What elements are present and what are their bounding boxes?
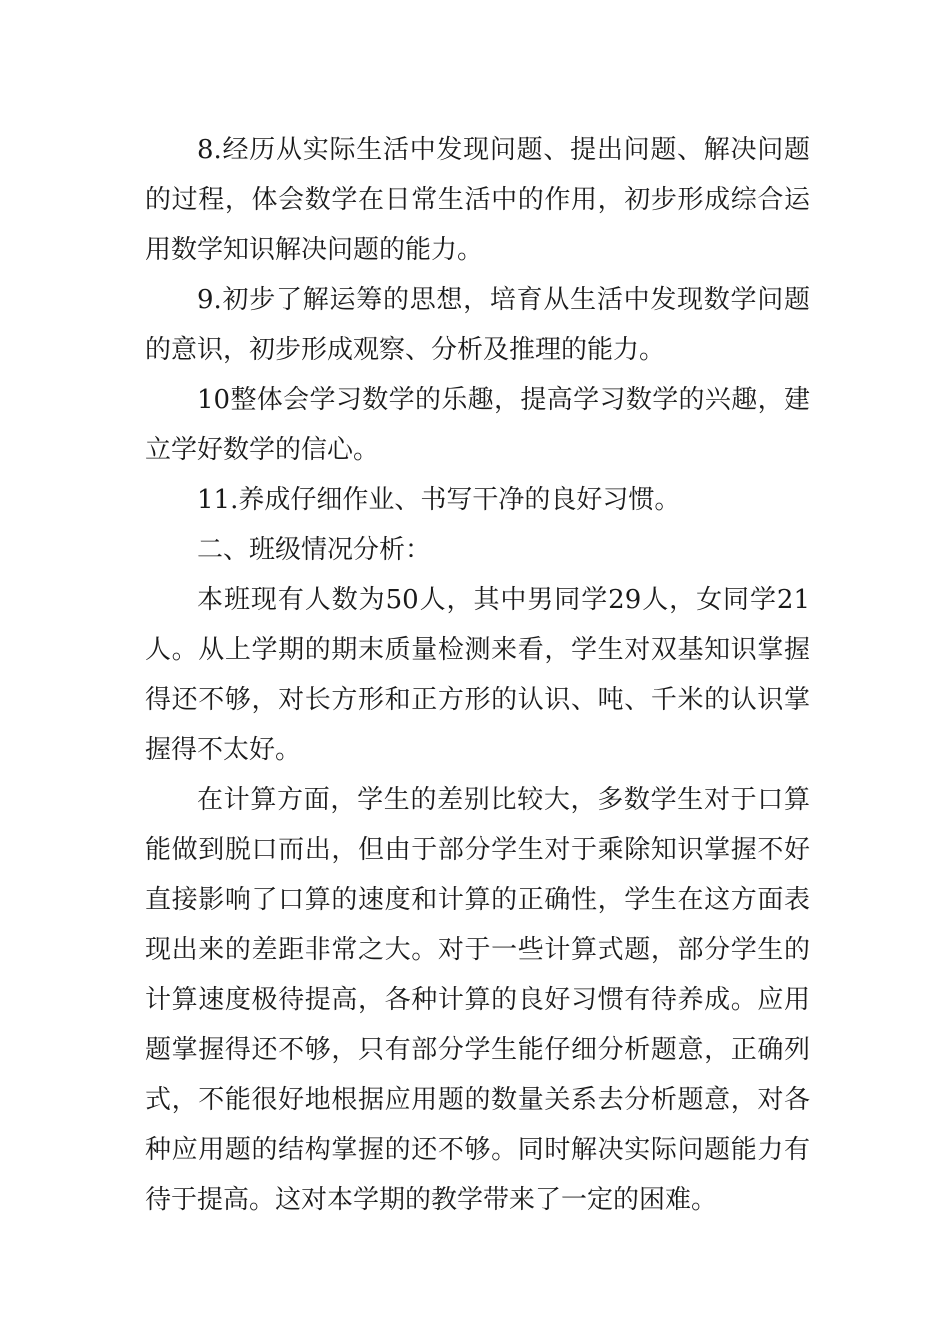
text-line: 能做到脱口而出，但由于部分学生对于乘除知识掌握不好 xyxy=(145,835,810,865)
text-line: 得还不够，对长方形和正方形的认识、吨、千米的认识掌 xyxy=(145,685,810,715)
text-line: 握得不太好。 xyxy=(145,735,302,765)
text-line: 直接影响了口算的速度和计算的正确性，学生在这方面表 xyxy=(145,885,810,915)
section-heading: 二、班级情况分析： xyxy=(197,535,432,565)
text-line: 10整体会学习数学的乐趣，提高学习数学的兴趣，建 xyxy=(197,385,810,415)
text-line: 在计算方面，学生的差别比较大，多数学生对于口算 xyxy=(197,785,810,815)
text-line: 9.初步了解运筹的思想，培育从生活中发现数学问题 xyxy=(197,285,810,315)
text-line: 现出来的差距非常之大。对于一些计算式题，部分学生的 xyxy=(145,935,810,965)
text-line: 待于提高。这对本学期的教学带来了一定的困难。 xyxy=(145,1185,718,1215)
text-line: 用数学知识解决问题的能力。 xyxy=(145,235,484,265)
text-line: 式，不能很好地根据应用题的数量关系去分析题意，对各 xyxy=(145,1085,810,1115)
text-line: 本班现有人数为50人，其中男同学29人，女同学21 xyxy=(197,585,810,615)
text-line: 的意识，初步形成观察、分析及推理的能力。 xyxy=(145,335,666,365)
text-line: 立学好数学的信心。 xyxy=(145,435,380,465)
text-line: 计算速度极待提高，各种计算的良好习惯有待养成。应用 xyxy=(145,985,810,1015)
text-line: 人。从上学期的期末质量检测来看，学生对双基知识掌握 xyxy=(145,635,810,665)
text-line: 种应用题的结构掌握的还不够。同时解决实际问题能力有 xyxy=(145,1135,810,1165)
text-line: 题掌握得还不够，只有部分学生能仔细分析题意，正确列 xyxy=(145,1035,810,1065)
text-line: 的过程，体会数学在日常生活中的作用，初步形成综合运 xyxy=(145,185,810,215)
text-line: 8.经历从实际生活中发现问题、提出问题、解决问题 xyxy=(197,135,810,165)
text-line: 11.养成仔细作业、书写干净的良好习惯。 xyxy=(197,485,681,515)
